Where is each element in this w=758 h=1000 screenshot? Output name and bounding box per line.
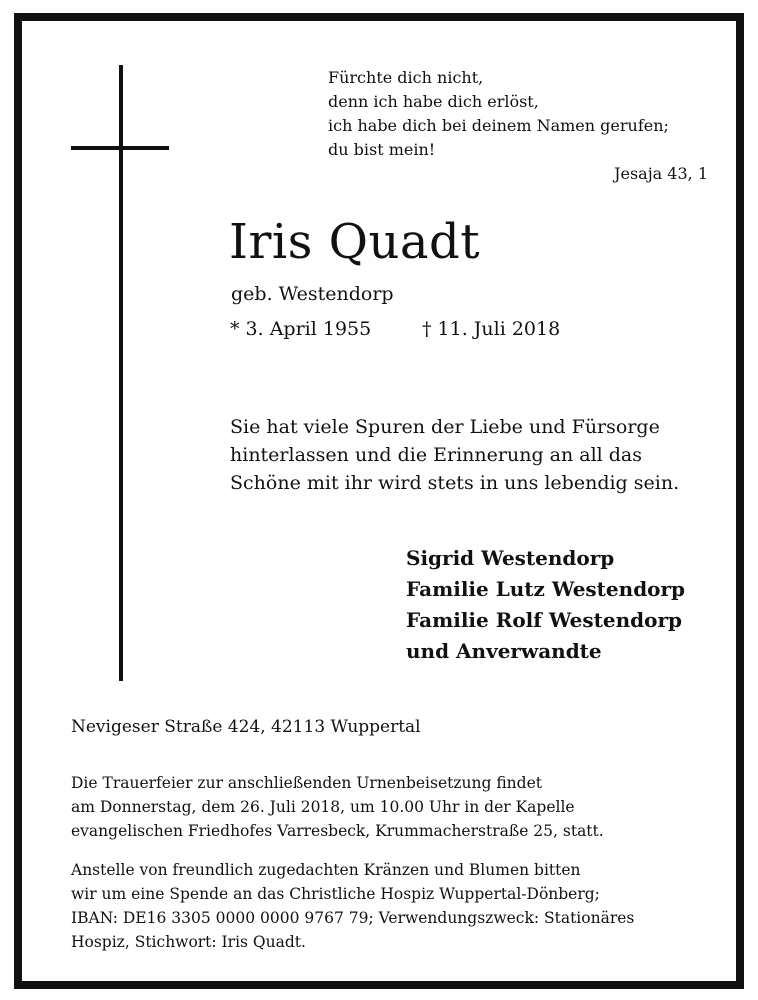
mourner: Familie Lutz Westendorp: [406, 577, 686, 601]
mourner: Familie Rolf Westendorp: [406, 608, 682, 632]
funeral-notice: [71, 771, 709, 843]
deceased-name: Iris Quadt: [229, 214, 481, 270]
donation-line: IBAN: DE16 3305 0000 0000 9767 79; Verwendungszweck: Stationäres: [71, 909, 635, 927]
mourner: und Anverwandte: [406, 639, 602, 663]
cross-icon-bar: [71, 146, 169, 150]
maiden-name: geb. Westendorp: [231, 283, 394, 305]
tribute-line: Schöne mit ihr wird stets in uns lebendig sein.: [230, 472, 680, 494]
mourner: Sigrid Westendorp: [406, 546, 615, 570]
tribute-text: [230, 413, 710, 497]
verse-line: ich habe dich bei deinem Namen gerufen;: [328, 116, 669, 135]
verse-line: denn ich habe dich erlöst,: [328, 92, 539, 111]
bible-verse: [328, 66, 708, 162]
tribute-line: Sie hat viele Spuren der Liebe und Fürsorge: [230, 416, 660, 438]
address: Nevigeser Straße 424, 42113 Wuppertal: [71, 717, 421, 737]
donation-line: Anstelle von freundlich zugedachten Kränzen und Blumen bitten: [71, 861, 581, 879]
cross-icon: [119, 65, 123, 681]
donation-line: Hospiz, Stichwort: Iris Quadt.: [71, 933, 306, 951]
funeral-line: am Donnerstag, dem 26. Juli 2018, um 10.00 Uhr in der Kapelle: [71, 798, 575, 816]
birth-date: * 3. April 1955: [230, 318, 372, 340]
donation-line: wir um eine Spende an das Christliche Hospiz Wuppertal-Dönberg;: [71, 885, 600, 903]
verse-reference: Jesaja 43, 1: [614, 164, 708, 183]
mourners-list: [406, 543, 685, 667]
verse-line: Fürchte dich nicht,: [328, 68, 484, 87]
obituary-frame: [14, 13, 744, 989]
tribute-line: hinterlassen und die Erinnerung an all das: [230, 444, 643, 466]
funeral-line: evangelischen Friedhofes Varresbeck, Krummacherstraße 25, statt.: [71, 822, 604, 840]
funeral-line: Die Trauerfeier zur anschließenden Urnenbeisetzung findet: [71, 774, 542, 792]
donation-notice: [71, 858, 709, 954]
death-date: † 11. Juli 2018: [422, 318, 561, 340]
verse-line: du bist mein!: [328, 140, 436, 159]
